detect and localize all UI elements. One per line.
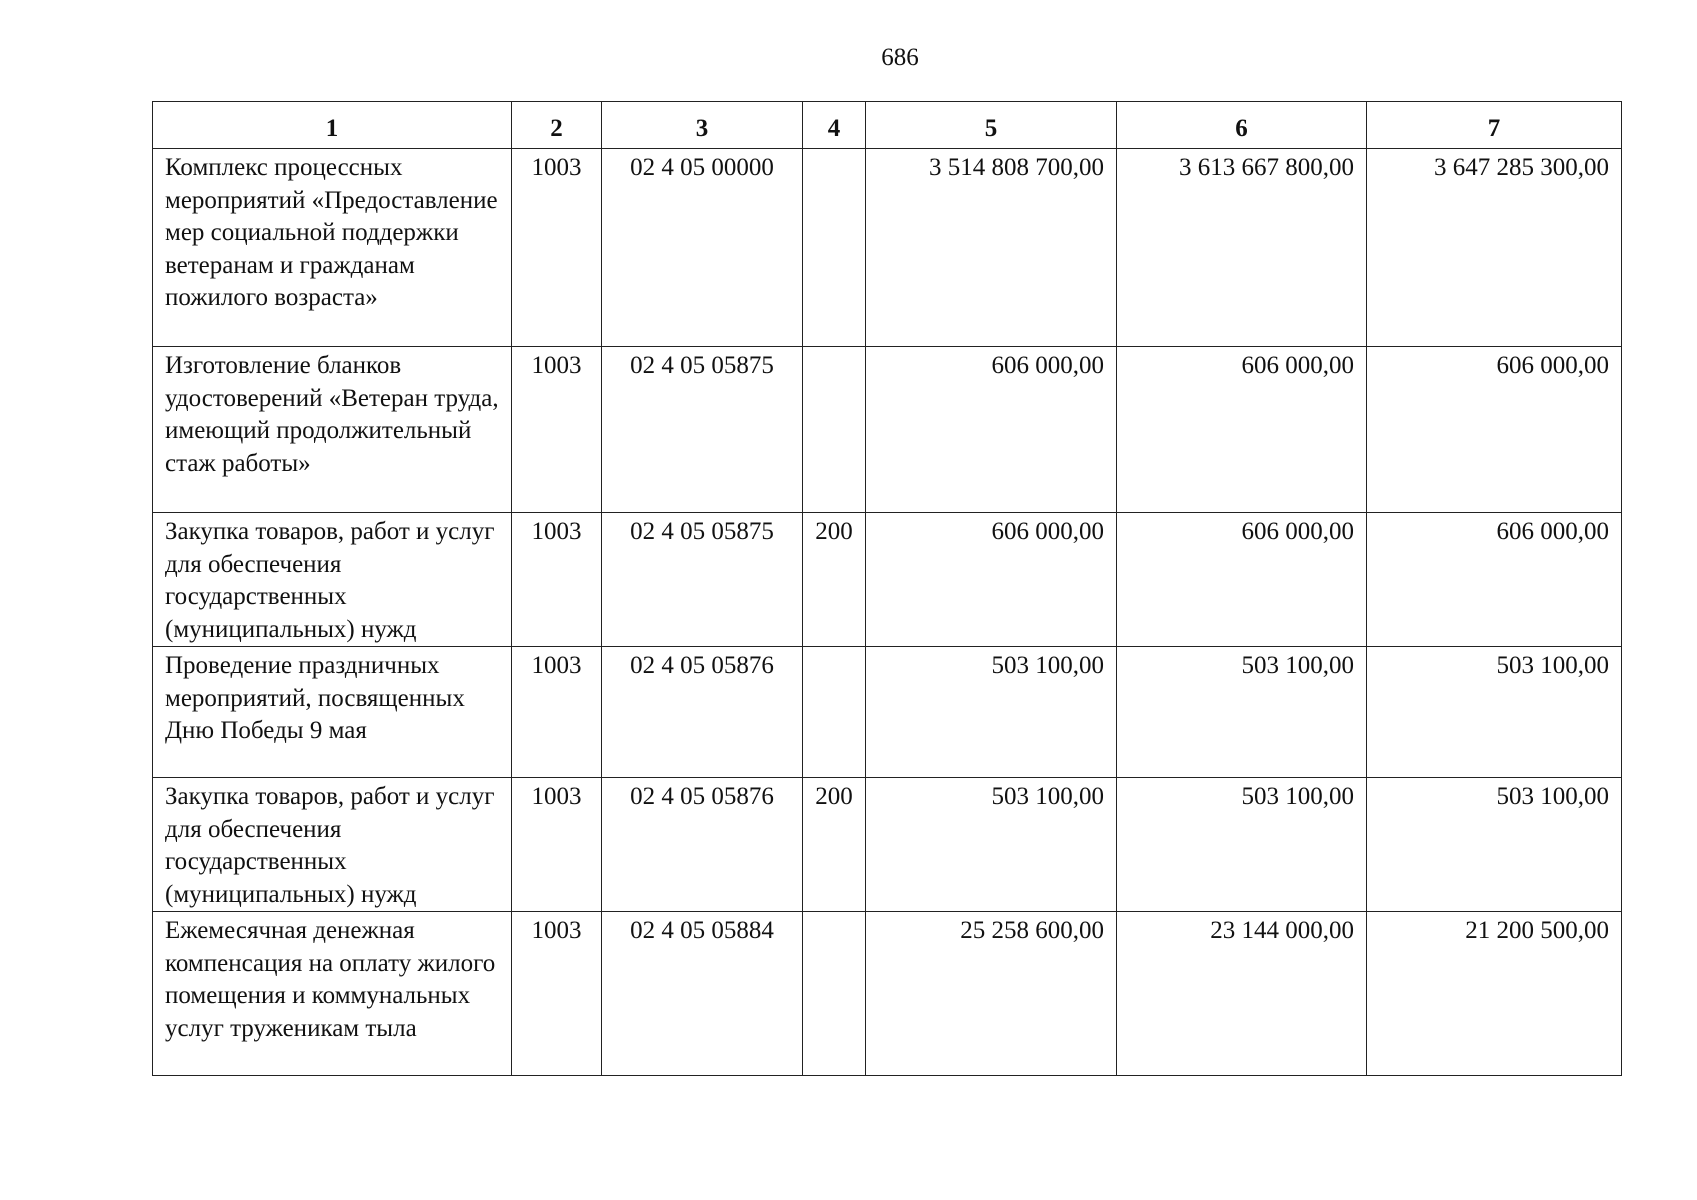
row-amount-col6: 503 100,00 [1117,778,1367,912]
row-target: 02 4 05 05884 [602,912,803,1076]
header-cell: 3 [602,102,803,149]
row-amount-col6: 503 100,00 [1117,647,1367,778]
row-amount-col5: 606 000,00 [866,513,1117,647]
row-section: 1003 [512,912,602,1076]
row-amount-col5: 3 514 808 700,00 [866,149,1117,347]
header-cell: 7 [1367,102,1622,149]
row-target: 02 4 05 05875 [602,513,803,647]
row-target: 02 4 05 05875 [602,347,803,513]
row-amount-col6: 606 000,00 [1117,347,1367,513]
row-amount-col5: 503 100,00 [866,647,1117,778]
row-type [803,912,866,1076]
page-number: 686 [881,44,919,71]
row-name: Проведение праздничных мероприятий, посвященных Дню Победы 9 мая [153,647,512,778]
table-row [153,347,1622,513]
header-cell: 1 [153,102,512,149]
row-type: 200 [803,513,866,647]
row-section: 1003 [512,347,602,513]
row-section: 1003 [512,513,602,647]
row-amount-col7: 3 647 285 300,00 [1367,149,1622,347]
row-amount-col5: 606 000,00 [866,347,1117,513]
row-amount-col6: 3 613 667 800,00 [1117,149,1367,347]
row-amount-col7: 503 100,00 [1367,647,1622,778]
table-row [153,513,1622,647]
table-row [153,647,1622,778]
row-amount-col7: 21 200 500,00 [1367,912,1622,1076]
row-target: 02 4 05 05876 [602,647,803,778]
row-type [803,647,866,778]
row-section: 1003 [512,778,602,912]
row-name: Изготовление бланков удостоверений «Ветеран труда, имеющий продолжительный стаж работы» [153,347,512,513]
row-section: 1003 [512,149,602,347]
table-row [153,912,1622,1076]
row-type: 200 [803,778,866,912]
row-type [803,347,866,513]
header-cell: 2 [512,102,602,149]
header-cell: 4 [803,102,866,149]
row-name: Закупка товаров, работ и услуг для обеспечения государственных (муниципальных) нужд [153,778,512,912]
row-type [803,149,866,347]
row-amount-col7: 606 000,00 [1367,513,1622,647]
row-target: 02 4 05 05876 [602,778,803,912]
budget-table [152,101,1622,1076]
row-amount-col5: 503 100,00 [866,778,1117,912]
row-amount-col7: 503 100,00 [1367,778,1622,912]
header-row [153,102,1622,149]
row-section: 1003 [512,647,602,778]
header-cell: 5 [866,102,1117,149]
table-row [153,149,1622,347]
table-row [153,778,1622,912]
row-amount-col5: 25 258 600,00 [866,912,1117,1076]
row-amount-col6: 606 000,00 [1117,513,1367,647]
row-name: Закупка товаров, работ и услуг для обеспечения государственных (муниципальных) нужд [153,513,512,647]
row-amount-col7: 606 000,00 [1367,347,1622,513]
header-cell: 6 [1117,102,1367,149]
row-target: 02 4 05 00000 [602,149,803,347]
row-name: Ежемесячная денежная компенсация на оплату жилого помещения и коммунальных услуг труженикам тыла [153,912,512,1076]
row-amount-col6: 23 144 000,00 [1117,912,1367,1076]
row-name: Комплекс процессных мероприятий «Предоставление мер социальной поддержки ветеранам и гражданам пожилого возраста» [153,149,512,347]
